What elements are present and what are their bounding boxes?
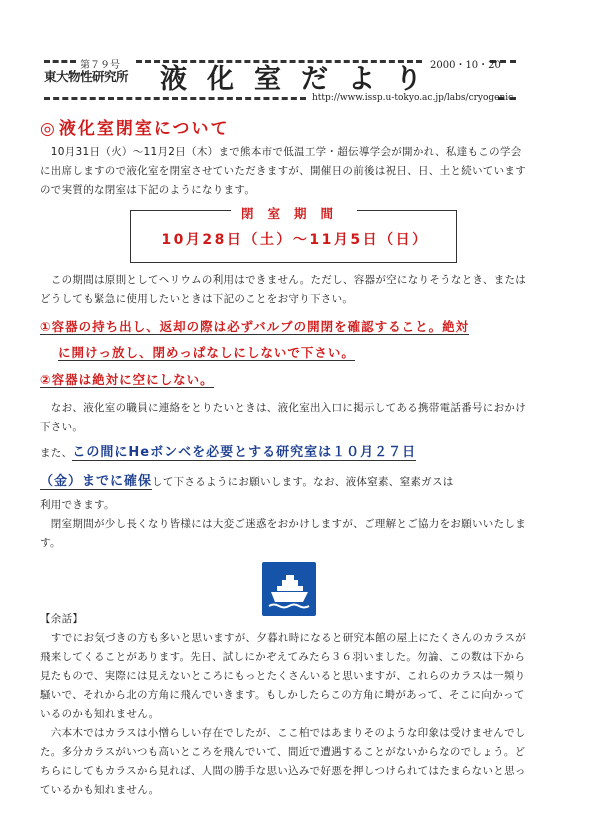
bullseye-icon: ◎ xyxy=(40,119,57,139)
ship-icon xyxy=(262,562,316,616)
intro-paragraph: 10月31日（火）～11月2日（木）まで熊本市で低温工学・超伝導学会が開かれ、私達もこの学会に出席しますので液化室を閉室させていただきますが、開催日の前後は祝日、日、土と続いていますので実質的な閉室は下記のようになります。 xyxy=(40,146,526,196)
closure-period-dates: 10月28日（土）～11月5日（日） xyxy=(161,232,429,248)
yowa-paragraph-2: 六本木ではカラスは小憎らしい存在でしたが、ここ柏ではあまりそのような印象は受けませんでした。多分カラスがいつも高いところを飛んでいて、間近で遭遇することがないからなのでしょう。どちらにしてもカラスから見れば、人間の勝手な思い込みで好悪を押しつけられてはたまらないと思っているかも知れません。 xyxy=(40,727,526,796)
newsletter-title: 液化室だより xyxy=(160,64,442,95)
yowa-label: 【余話】 xyxy=(40,613,84,625)
website-url[interactable]: http://www.issp.u-tokyo.ac.jp/labs/cryogenic xyxy=(312,93,514,103)
issue-date: 2000・10・20 xyxy=(430,60,501,71)
header-rule-bottom xyxy=(44,97,306,100)
contact-paragraph: なお、液化室の職員に連絡をとりたいときは、液化室出入口に掲示してある携帯電話番号におかけ下さい。 xyxy=(40,402,526,433)
closure-period-label: 閉室期間 xyxy=(130,204,458,222)
he-request-line-2: （金）までに確保して下さるようにお願いします。なお、液体窒素、窒素ガスは xyxy=(40,474,454,489)
section-heading xyxy=(40,114,230,139)
issue-number: 第７９号 xyxy=(80,60,120,71)
header-rule-top-left xyxy=(44,60,76,63)
institute-name: 東大物性研究所 xyxy=(44,69,129,84)
closing-paragraph: 利用できます。 閉室期間が少し長くなり皆様には大変ご迷惑をおかけしますが、ご理解とご協力をお願いいたします。 xyxy=(40,499,526,549)
he-request-line-1: また、この間にHeボンベを必要とする研究室は１０月２７日 xyxy=(40,445,417,460)
rule-1-line-1: ①容器の持ち出し、返却の際は必ずバルブの開閉を確認すること。絶対 xyxy=(40,319,470,334)
yowa-paragraph-1: すでにお気づきの方も多いと思いますが、夕暮れ時になると研究本館の屋上にたくさんのカラスが飛来してくることがあります。先日、試しにかぞえてみたら３６羽いました。勿論、この数は下から見たもので、実際には見えないところにもっとたくさんいると思いますが、これらのカラスは一頻り騒いで、それから北の方角に飛んでいきます。もしかしたらこの方角に塒があって、そこに向かっているのかも知れません。 xyxy=(40,632,526,720)
rule-2: ②容器は絶対に空にしない。 xyxy=(40,372,214,387)
yowa-section xyxy=(40,610,535,800)
section-title: 液化室閉室について xyxy=(58,119,230,139)
rule-1-line-2: に開けっ放し、閉めっぱなしにしないで下さい。 xyxy=(58,345,355,360)
notice-paragraph: この期間は原則としてヘリウムの利用はできません。ただし、容器が空になりそうなとき、またはどうしても緊急に使用したいときは下記のことをお守り下さい。 xyxy=(40,274,527,305)
